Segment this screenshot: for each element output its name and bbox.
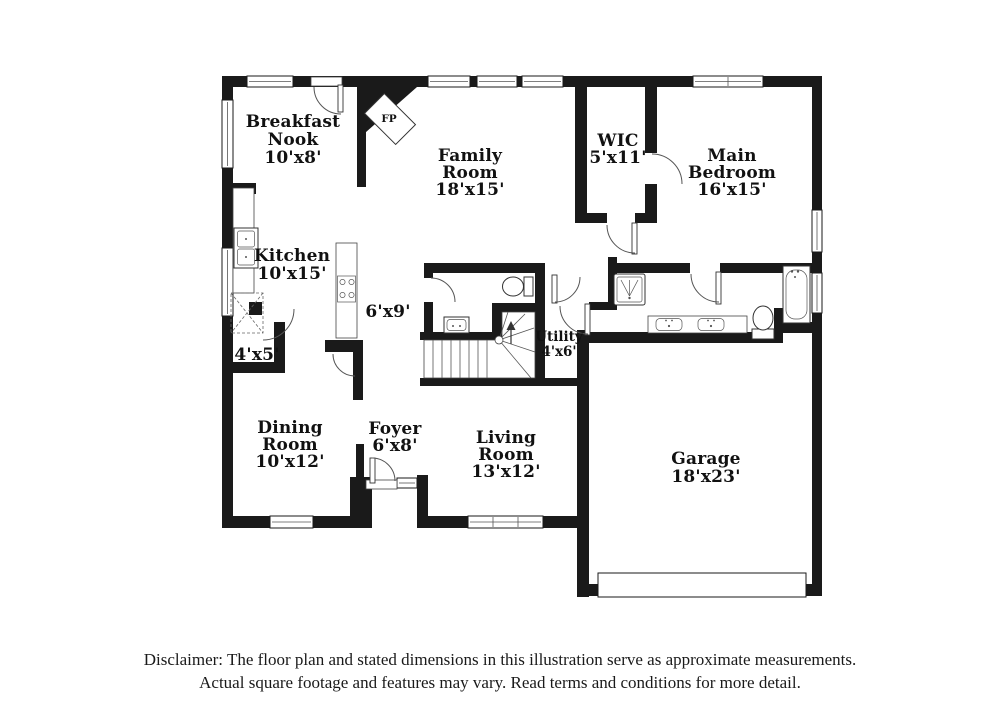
half-bath-sink	[444, 317, 469, 333]
room-dims-foyer: 6'x8'	[372, 436, 418, 456]
room-dims-hallway: 6'x9'	[365, 302, 411, 322]
front-door-sidelite	[397, 478, 417, 488]
stairs	[424, 312, 535, 378]
room-label-dining-room-2: Room	[262, 435, 318, 455]
window	[693, 76, 763, 87]
kitchen-hall-door	[333, 354, 355, 376]
shower	[614, 274, 645, 305]
bath-door	[691, 272, 721, 304]
room-label-main-bedroom: Main	[707, 146, 757, 166]
window	[522, 76, 563, 87]
room-label-living-room: Living	[475, 428, 537, 448]
fireplace-label: FP	[381, 113, 397, 125]
disclaimer-line-1: Disclaimer: The floor plan and stated dimensions in this illustration serve as approximate measurements.	[143, 650, 857, 669]
room-label-garage: Garage	[671, 449, 741, 469]
window	[222, 100, 233, 168]
room-label-breakfast-nook: Breakfast	[245, 112, 341, 132]
window	[812, 210, 822, 252]
room-dims-family-room: 18'x15'	[435, 180, 505, 200]
window	[477, 76, 517, 87]
room-label-main-bedroom-2: Bedroom	[687, 163, 777, 183]
garage-door	[598, 573, 806, 597]
window	[468, 516, 543, 528]
room-dims-closet: 4'x5'	[234, 345, 280, 365]
room-label-utility: Utility	[535, 329, 583, 345]
disclaimer-line-2: Actual square footage and features may vary. Read terms and conditions for more detail.	[199, 673, 801, 692]
wic-bedroom-door	[652, 154, 682, 184]
room-dims-kitchen: 10'x15'	[257, 264, 327, 284]
half-bath-door	[431, 278, 455, 302]
room-dims-living-room: 13'x12'	[471, 462, 541, 482]
room-label-family-room-2: Room	[442, 163, 498, 183]
room-dims-garage: 18'x23'	[671, 467, 741, 487]
front-entry-door	[366, 458, 397, 489]
window	[428, 76, 470, 87]
window	[270, 516, 313, 528]
window	[247, 76, 293, 87]
room-label-dining-room: Dining	[257, 418, 323, 438]
room-label-foyer: Foyer	[368, 419, 422, 439]
bathtub	[783, 266, 810, 323]
hall-door	[552, 275, 580, 303]
room-dims-wic: 5'x11'	[589, 148, 647, 168]
double-vanity	[648, 316, 747, 333]
room-label-breakfast-nook-2: Nook	[267, 130, 319, 150]
breakfast-nook-door	[311, 77, 343, 114]
half-bath-toilet	[503, 277, 534, 296]
wic-door	[607, 223, 637, 254]
main-bath-toilet	[752, 306, 774, 339]
room-label-family-room: Family	[437, 146, 503, 166]
room-label-kitchen: Kitchen	[253, 246, 331, 266]
room-label-living-room-2: Room	[478, 445, 534, 465]
room-dims-dining-room: 10'x12'	[255, 452, 325, 472]
window	[812, 273, 822, 313]
room-dims-utility: 4'x6'	[541, 344, 577, 360]
range-counter	[336, 243, 357, 338]
room-dims-breakfast-nook: 10'x8'	[264, 148, 322, 168]
room-label-wic: WIC	[597, 131, 639, 151]
room-dims-main-bedroom: 16'x15'	[697, 180, 767, 200]
